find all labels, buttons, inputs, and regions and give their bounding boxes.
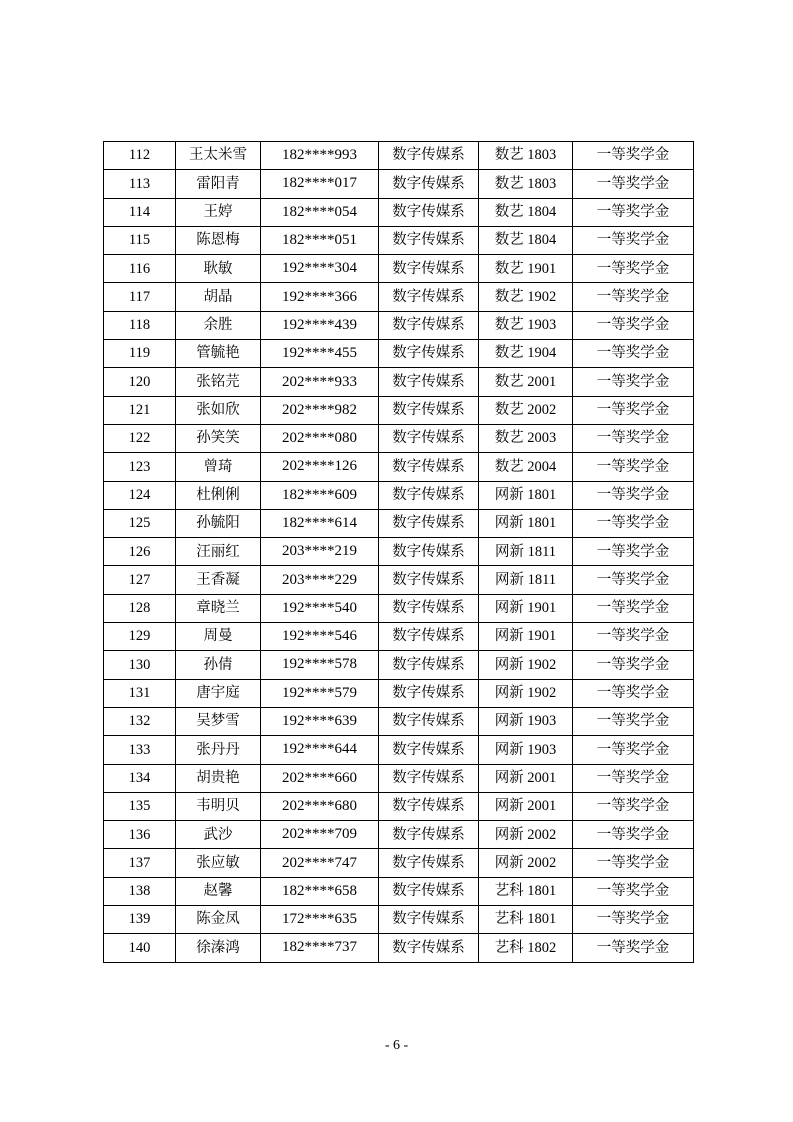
cell-index: 120 (104, 368, 176, 396)
cell-name: 王婷 (176, 198, 261, 226)
cell-name: 耿敏 (176, 255, 261, 283)
cell-student_id: 182****658 (261, 877, 379, 905)
cell-student_id: 192****366 (261, 283, 379, 311)
cell-name: 韦明贝 (176, 792, 261, 820)
cell-department: 数字传媒系 (379, 792, 479, 820)
cell-index: 115 (104, 226, 176, 254)
cell-name: 陈恩梅 (176, 226, 261, 254)
cell-index: 131 (104, 679, 176, 707)
table-row (104, 340, 694, 368)
cell-name: 汪丽红 (176, 538, 261, 566)
cell-department: 数字传媒系 (379, 283, 479, 311)
cell-award: 一等奖学金 (573, 877, 694, 905)
cell-class: 网新 1901 (479, 594, 573, 622)
cell-student_id: 192****639 (261, 707, 379, 735)
cell-department: 数字传媒系 (379, 198, 479, 226)
cell-index: 122 (104, 424, 176, 452)
table-row (104, 283, 694, 311)
cell-award: 一等奖学金 (573, 283, 694, 311)
cell-department: 数字传媒系 (379, 764, 479, 792)
cell-class: 数艺 1803 (479, 170, 573, 198)
cell-class: 网新 1801 (479, 509, 573, 537)
table-row (104, 623, 694, 651)
cell-award: 一等奖学金 (573, 170, 694, 198)
cell-name: 唐宇庭 (176, 679, 261, 707)
cell-class: 网新 1811 (479, 566, 573, 594)
cell-index: 139 (104, 906, 176, 934)
cell-award: 一等奖学金 (573, 821, 694, 849)
table-row (104, 821, 694, 849)
table-row (104, 934, 694, 962)
cell-student_id: 192****578 (261, 651, 379, 679)
table-row (104, 651, 694, 679)
cell-department: 数字传媒系 (379, 849, 479, 877)
cell-index: 128 (104, 594, 176, 622)
cell-student_id: 192****579 (261, 679, 379, 707)
table-row (104, 509, 694, 537)
cell-department: 数字传媒系 (379, 707, 479, 735)
cell-name: 胡贵艳 (176, 764, 261, 792)
cell-index: 133 (104, 736, 176, 764)
cell-department: 数字传媒系 (379, 481, 479, 509)
table-row (104, 255, 694, 283)
cell-award: 一等奖学金 (573, 509, 694, 537)
scholarship-table (103, 141, 694, 963)
cell-name: 杜俐俐 (176, 481, 261, 509)
cell-class: 数艺 1804 (479, 198, 573, 226)
cell-index: 119 (104, 340, 176, 368)
cell-award: 一等奖学金 (573, 368, 694, 396)
cell-award: 一等奖学金 (573, 481, 694, 509)
cell-department: 数字传媒系 (379, 651, 479, 679)
cell-index: 136 (104, 821, 176, 849)
table-row (104, 792, 694, 820)
cell-student_id: 182****737 (261, 934, 379, 962)
cell-award: 一等奖学金 (573, 226, 694, 254)
cell-award: 一等奖学金 (573, 736, 694, 764)
table-row (104, 396, 694, 424)
cell-award: 一等奖学金 (573, 142, 694, 170)
cell-index: 129 (104, 623, 176, 651)
cell-index: 121 (104, 396, 176, 424)
cell-department: 数字传媒系 (379, 340, 479, 368)
cell-name: 孙笑笑 (176, 424, 261, 452)
cell-index: 116 (104, 255, 176, 283)
cell-name: 张铭芫 (176, 368, 261, 396)
cell-department: 数字传媒系 (379, 424, 479, 452)
cell-name: 管毓艳 (176, 340, 261, 368)
cell-award: 一等奖学金 (573, 679, 694, 707)
cell-department: 数字传媒系 (379, 255, 479, 283)
cell-class: 网新 1811 (479, 538, 573, 566)
table-row (104, 311, 694, 339)
table-row (104, 764, 694, 792)
table-row (104, 453, 694, 481)
cell-class: 数艺 1803 (479, 142, 573, 170)
cell-student_id: 182****614 (261, 509, 379, 537)
cell-student_id: 182****609 (261, 481, 379, 509)
cell-award: 一等奖学金 (573, 651, 694, 679)
cell-department: 数字传媒系 (379, 509, 479, 537)
cell-student_id: 202****660 (261, 764, 379, 792)
cell-class: 数艺 1903 (479, 311, 573, 339)
cell-class: 数艺 2004 (479, 453, 573, 481)
cell-class: 艺科 1802 (479, 934, 573, 962)
cell-student_id: 202****126 (261, 453, 379, 481)
cell-department: 数字传媒系 (379, 594, 479, 622)
cell-class: 网新 1801 (479, 481, 573, 509)
cell-award: 一等奖学金 (573, 424, 694, 452)
cell-department: 数字传媒系 (379, 396, 479, 424)
cell-class: 数艺 1804 (479, 226, 573, 254)
cell-department: 数字传媒系 (379, 623, 479, 651)
cell-index: 135 (104, 792, 176, 820)
table-row (104, 538, 694, 566)
cell-department: 数字传媒系 (379, 226, 479, 254)
cell-class: 网新 1903 (479, 736, 573, 764)
table-row (104, 424, 694, 452)
cell-student_id: 202****747 (261, 849, 379, 877)
cell-award: 一等奖学金 (573, 198, 694, 226)
cell-index: 137 (104, 849, 176, 877)
cell-class: 数艺 1904 (479, 340, 573, 368)
cell-name: 章晓兰 (176, 594, 261, 622)
cell-name: 周曼 (176, 623, 261, 651)
table-row (104, 736, 694, 764)
cell-award: 一等奖学金 (573, 340, 694, 368)
cell-department: 数字传媒系 (379, 170, 479, 198)
cell-student_id: 182****051 (261, 226, 379, 254)
cell-name: 余胜 (176, 311, 261, 339)
cell-name: 王太米雪 (176, 142, 261, 170)
cell-student_id: 202****080 (261, 424, 379, 452)
cell-student_id: 192****540 (261, 594, 379, 622)
cell-award: 一等奖学金 (573, 707, 694, 735)
cell-class: 网新 2001 (479, 792, 573, 820)
table-row (104, 906, 694, 934)
cell-award: 一等奖学金 (573, 623, 694, 651)
cell-name: 孙倩 (176, 651, 261, 679)
table-row (104, 170, 694, 198)
cell-name: 吴梦雪 (176, 707, 261, 735)
cell-student_id: 182****017 (261, 170, 379, 198)
table-row (104, 566, 694, 594)
cell-index: 130 (104, 651, 176, 679)
cell-student_id: 203****219 (261, 538, 379, 566)
cell-index: 123 (104, 453, 176, 481)
page-number: - 6 - (384, 1038, 409, 1053)
cell-award: 一等奖学金 (573, 396, 694, 424)
cell-award: 一等奖学金 (573, 849, 694, 877)
cell-class: 艺科 1801 (479, 877, 573, 905)
cell-award: 一等奖学金 (573, 764, 694, 792)
cell-class: 网新 2002 (479, 821, 573, 849)
cell-name: 曾琦 (176, 453, 261, 481)
cell-department: 数字传媒系 (379, 906, 479, 934)
cell-department: 数字传媒系 (379, 566, 479, 594)
table-row (104, 679, 694, 707)
cell-class: 数艺 2002 (479, 396, 573, 424)
cell-award: 一等奖学金 (573, 792, 694, 820)
cell-index: 140 (104, 934, 176, 962)
cell-class: 网新 1902 (479, 651, 573, 679)
table-row (104, 368, 694, 396)
cell-department: 数字传媒系 (379, 311, 479, 339)
cell-index: 114 (104, 198, 176, 226)
cell-award: 一等奖学金 (573, 594, 694, 622)
cell-student_id: 192****644 (261, 736, 379, 764)
cell-department: 数字传媒系 (379, 877, 479, 905)
cell-department: 数字传媒系 (379, 736, 479, 764)
table-row (104, 198, 694, 226)
cell-name: 雷阳青 (176, 170, 261, 198)
cell-student_id: 182****993 (261, 142, 379, 170)
cell-student_id: 192****455 (261, 340, 379, 368)
cell-name: 武沙 (176, 821, 261, 849)
cell-department: 数字传媒系 (379, 679, 479, 707)
cell-award: 一等奖学金 (573, 453, 694, 481)
cell-class: 数艺 1902 (479, 283, 573, 311)
cell-class: 数艺 2003 (479, 424, 573, 452)
cell-class: 网新 2002 (479, 849, 573, 877)
cell-department: 数字传媒系 (379, 538, 479, 566)
cell-index: 134 (104, 764, 176, 792)
cell-student_id: 202****982 (261, 396, 379, 424)
cell-name: 孙毓阳 (176, 509, 261, 537)
cell-index: 132 (104, 707, 176, 735)
table-row (104, 594, 694, 622)
cell-index: 127 (104, 566, 176, 594)
cell-department: 数字传媒系 (379, 142, 479, 170)
cell-name: 张丹丹 (176, 736, 261, 764)
table-row (104, 142, 694, 170)
cell-index: 138 (104, 877, 176, 905)
table-row (104, 877, 694, 905)
cell-award: 一等奖学金 (573, 255, 694, 283)
cell-department: 数字传媒系 (379, 821, 479, 849)
cell-award: 一等奖学金 (573, 934, 694, 962)
cell-student_id: 172****635 (261, 906, 379, 934)
cell-index: 117 (104, 283, 176, 311)
cell-name: 徐溱鸿 (176, 934, 261, 962)
table-row (104, 481, 694, 509)
cell-name: 张应敏 (176, 849, 261, 877)
cell-class: 网新 1901 (479, 623, 573, 651)
cell-student_id: 192****304 (261, 255, 379, 283)
cell-class: 艺科 1801 (479, 906, 573, 934)
cell-award: 一等奖学金 (573, 311, 694, 339)
cell-award: 一等奖学金 (573, 538, 694, 566)
cell-class: 数艺 2001 (479, 368, 573, 396)
cell-name: 胡晶 (176, 283, 261, 311)
cell-student_id: 182****054 (261, 198, 379, 226)
cell-name: 张如欣 (176, 396, 261, 424)
table-row (104, 226, 694, 254)
table-row (104, 707, 694, 735)
table-row (104, 849, 694, 877)
cell-student_id: 202****680 (261, 792, 379, 820)
cell-class: 网新 1903 (479, 707, 573, 735)
cell-department: 数字传媒系 (379, 368, 479, 396)
cell-name: 王香凝 (176, 566, 261, 594)
cell-student_id: 203****229 (261, 566, 379, 594)
cell-class: 网新 2001 (479, 764, 573, 792)
scholarship-table-body (104, 142, 694, 963)
cell-name: 赵馨 (176, 877, 261, 905)
cell-award: 一等奖学金 (573, 566, 694, 594)
cell-index: 118 (104, 311, 176, 339)
cell-index: 113 (104, 170, 176, 198)
cell-name: 陈金凤 (176, 906, 261, 934)
cell-award: 一等奖学金 (573, 906, 694, 934)
cell-student_id: 202****933 (261, 368, 379, 396)
cell-index: 112 (104, 142, 176, 170)
cell-class: 数艺 1901 (479, 255, 573, 283)
cell-department: 数字传媒系 (379, 934, 479, 962)
cell-student_id: 192****439 (261, 311, 379, 339)
cell-student_id: 192****546 (261, 623, 379, 651)
cell-department: 数字传媒系 (379, 453, 479, 481)
cell-class: 网新 1902 (479, 679, 573, 707)
cell-student_id: 202****709 (261, 821, 379, 849)
cell-index: 125 (104, 509, 176, 537)
cell-index: 124 (104, 481, 176, 509)
cell-index: 126 (104, 538, 176, 566)
